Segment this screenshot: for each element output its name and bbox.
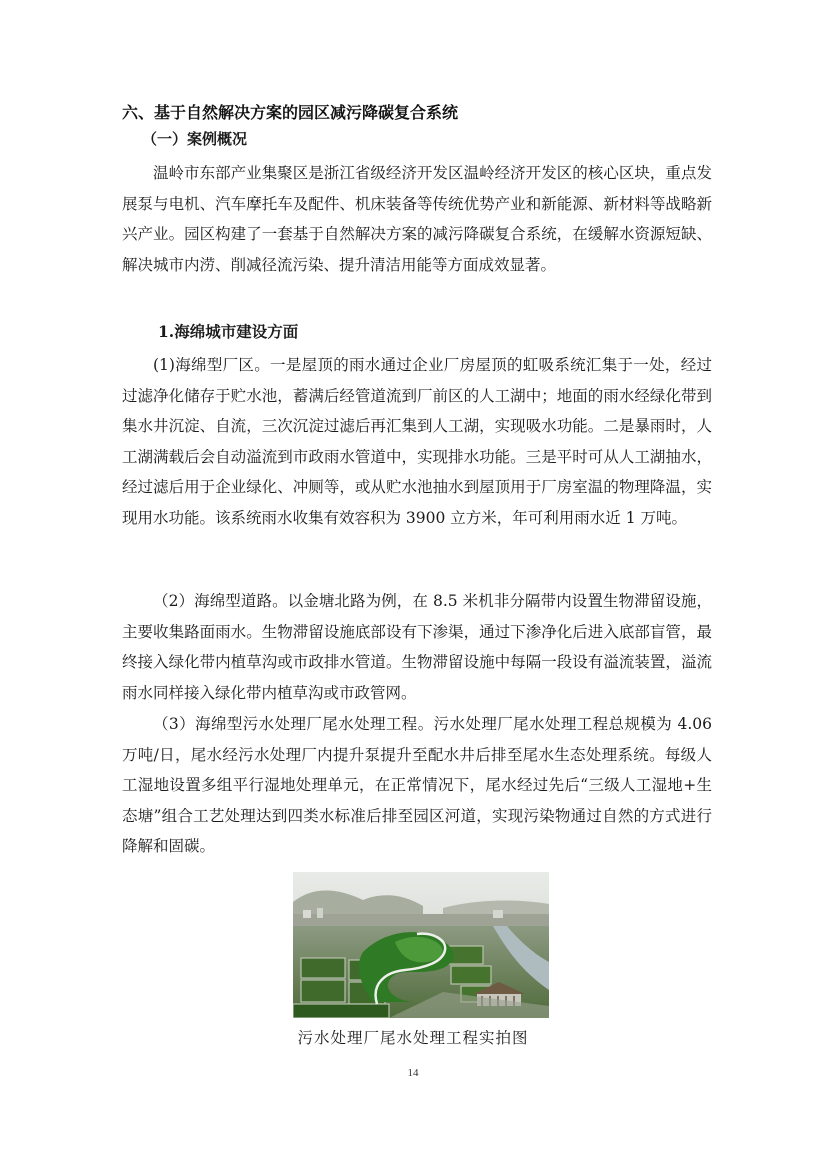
paragraph-sponge-wwtp: （3）海绵型污水处理厂尾水处理工程。污水处理厂尾水处理工程总规模为 4.06 万吨/日，尾水经污水处理厂内提升泵提升至配水井后排至尾水生态处理系统。每级人工湿地设置多组平行湿地处理单元，在正常情况下，尾水经过先后“三级人工湿地+生态塘”组合工艺处理达到四类水标准后排至园区河道，实现污染物通过自然的方式进行降解和固碳。 (122, 715, 712, 855)
item-heading-number: 1. (158, 322, 175, 341)
wetland-photo-illustration (293, 872, 549, 1018)
paragraph-sponge-road: （2）海绵型道路。以金塘北路为例，在 8.5 米机非分隔带内设置生物滞留设施，主要收集路面雨水。生物滞留设施底部设有下渗渠，通过下渗净化后进入底部盲管，最终接入绿化带内植草沟或市政排水管道。生物滞留设施中每隔一段设有溢流装置，溢流雨水同样接入绿化带内植草沟或市政管网。 (122, 592, 712, 702)
item-heading (158, 320, 298, 342)
section-title: 六、基于自然解决方案的园区减污降碳复合系统 (122, 103, 459, 122)
paragraph-sponge-plant: (1)海绵型厂区。一是屋顶的雨水通过企业厂房屋顶的虹吸系统汇集于一处，经过过滤净化储存于贮水池，蓄满后经管道流到厂前区的人工湖中；地面的雨水经绿化带到集水井沉淀、自流，三次沉淀过滤后再汇集到人工湖，实现吸水功能。二是暴雨时，人工湖满载后会自动溢流到市政雨水管道中，实现排水功能。三是平时可从人工湖抽水，经过滤后用于企业绿化、冲厕等，或从贮水池抽水到屋顶用于厂房室温的物理降温，实现用水功能。该系统雨水收集有效容积为 3900 立方米，年可利用雨水近 1 万吨。 (122, 356, 712, 527)
figure-caption: 污水处理厂尾水处理工程实拍图 (297, 1029, 529, 1047)
wetland-photo (293, 872, 549, 1018)
page-number: 14 (407, 1067, 419, 1079)
item-heading-text: 海绵城市建设方面 (174, 323, 299, 341)
paragraph-overview: 温岭市东部产业集聚区是浙江省级经济开发区温岭经济开发区的核心区块，重点发展泵与电机、汽车摩托车及配件、机床装备等传统优势产业和新能源、新材料等战略新兴产业。园区构建了一套基于自然解决方案的减污降碳复合系统，在缓解水资源短缺、解决城市内涝、削减径流污染、提升清洁用能等方面成效显著。 (122, 164, 712, 274)
subsection-title: （一）案例概况 (142, 130, 248, 148)
